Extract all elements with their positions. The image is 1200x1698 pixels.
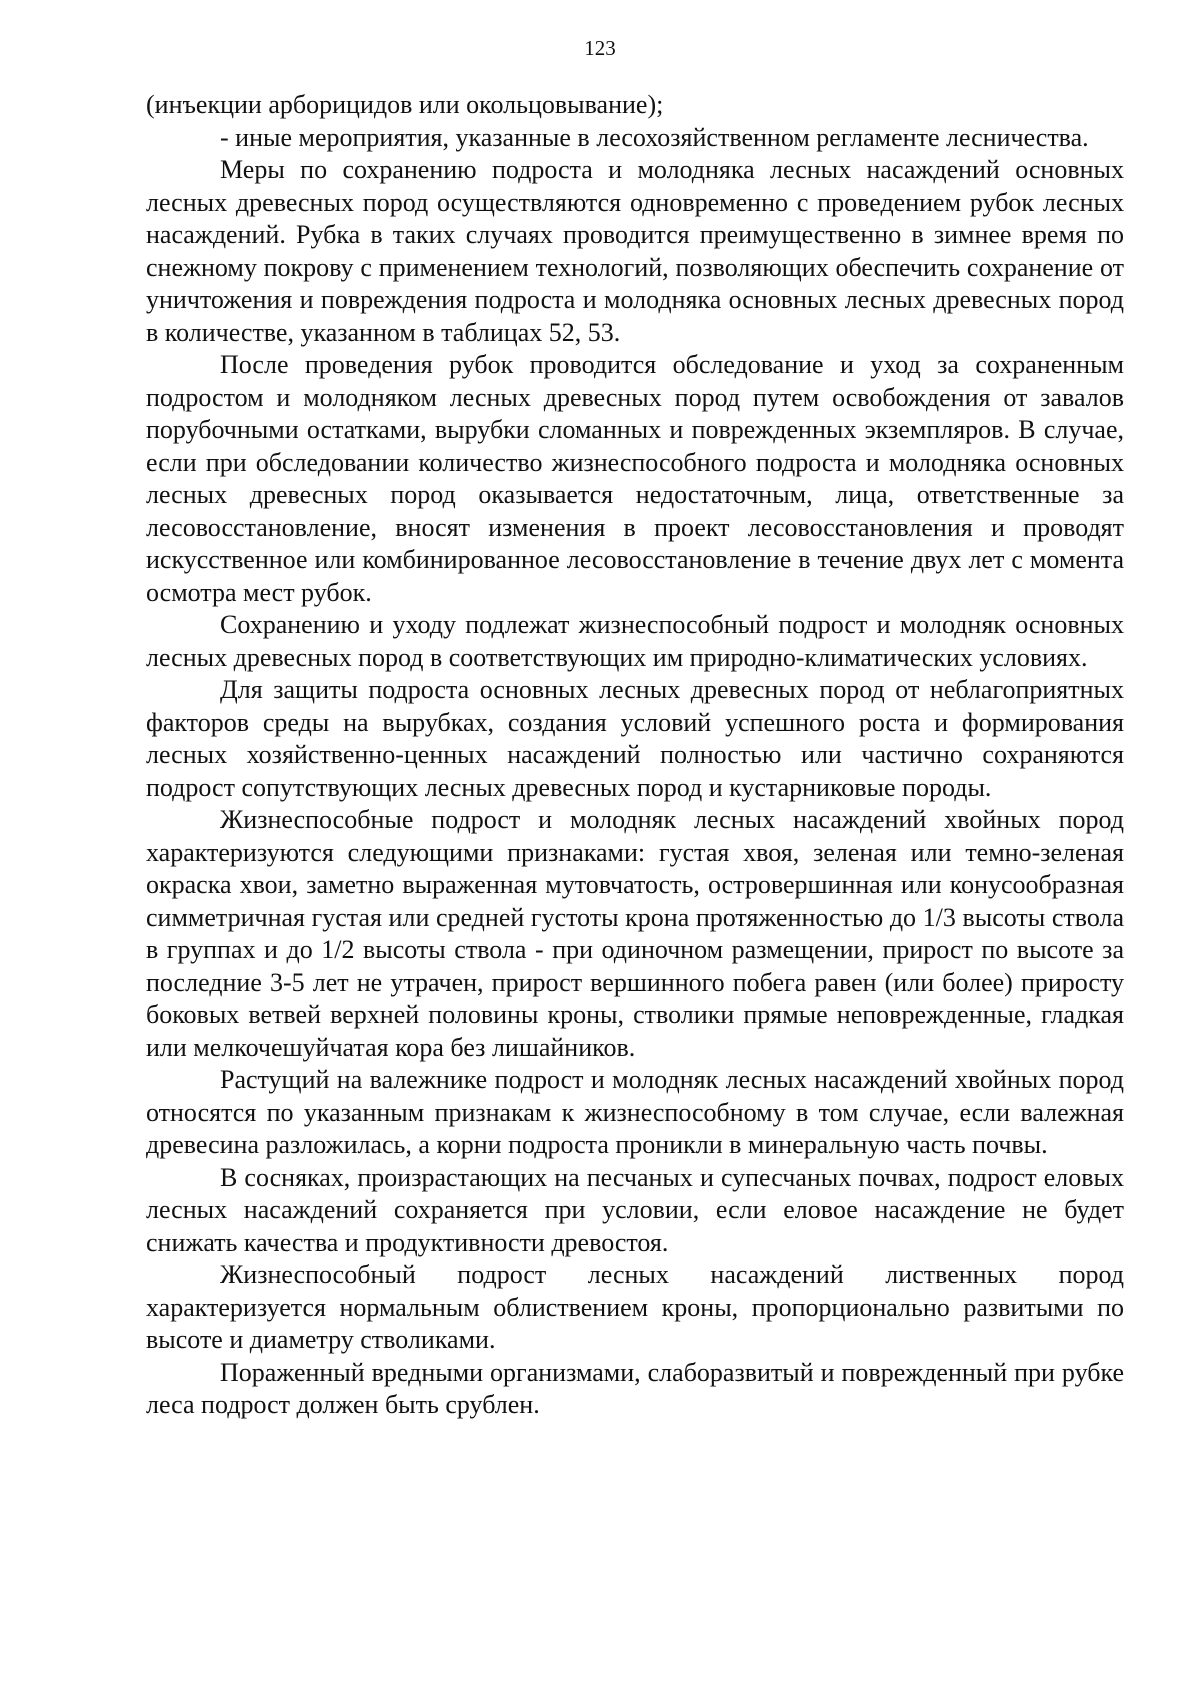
paragraph: Меры по сохранению подроста и молодняка лесных насаждений основных лесных древесных пород осуществляются одновременно с проведением рубок лесных насаждений. Рубка в таких случаях проводится преимущественно в зимнее время по снежному покрову с применением технологий, позволяющих обеспечить сохранение от уничтожения и повреждения подроста и молодняка основных лесных древесных пород в количестве, указанном в таблицах 52, 53.	[146, 155, 1124, 347]
paragraph: В сосняках, произрастающих на песчаных и супесчаных почвах, подрост еловых лесных насаждений сохраняется при условии, если еловое насаждение не будет снижать качества и продуктивности древостоя.	[146, 1162, 1124, 1257]
paragraph-list-item: - иные мероприятия, указанные в лесохозяйственном регламенте лесничества.	[220, 122, 1089, 152]
paragraph: Жизнеспособные подрост и молодняк лесных насаждений хвойных пород характеризуются следующими признаками: густая хвоя, зеленая или темно-зеленая окраска хвои, заметно выраженная мутовчатость, островершинная или конусообразная симметричная густая или средней густоты крона протяженностью до 1/3 высоты ствола в группах и до 1/2 высоты ствола - при одиночном размещении, прирост по высоте за последние 3-5 лет не утрачен, прирост вершинного побега равен (или более) приросту боковых ветвей верхней половины кроны, стволики прямые неповрежденные, гладкая или мелкочешуйчатая кора без лишайников.	[146, 805, 1124, 1062]
paragraph: Пораженный вредными организмами, слаборазвитый и поврежденный при рубке леса подрост должен быть срублен.	[146, 1357, 1124, 1419]
paragraph: Для защиты подроста основных лесных древесных пород от неблагоприятных факторов среды на вырубках, создания условий успешного роста и формирования лесных хозяйственно-ценных насаждений полностью или частично сохраняются подрост сопутствующих лесных древесных пород и кустарниковые породы.	[146, 675, 1124, 802]
page-number: 123	[584, 36, 616, 60]
paragraph-list-continuation: (инъекции арборицидов или окольцовывание);	[146, 90, 664, 119]
document-body	[146, 89, 1124, 1422]
paragraph: Сохранению и уходу подлежат жизнеспособный подрост и молодняк основных лесных древесных пород в соответствующих им природно-климатических условиях.	[146, 610, 1124, 672]
paragraph: Жизнеспособный подрост лесных насаждений лиственных пород характеризуется нормальным облиствением кроны, пропорционально развитыми по высоте и диаметру стволиками.	[146, 1260, 1124, 1354]
paragraph: Растущий на валежнике подрост и молодняк лесных насаждений хвойных пород относятся по указанным признакам к жизнеспособному в том случае, если валежная древесина разложилась, а корни подроста проникли в минеральную часть почвы.	[146, 1065, 1124, 1159]
paragraph: После проведения рубок проводится обследование и уход за сохраненным подростом и молодняком лесных древесных пород путем освобождения от завалов порубочными остатками, вырубки сломанных и поврежденных экземпляров. В случае, если при обследовании количество жизнеспособного подроста и молодняка основных лесных древесных пород оказывается недостаточным, лица, ответственные за лесовосстановление, вносят изменения в проект лесовосстановления и проводят искусственное или комбинированное лесовосстановление в течение двух лет с момента осмотра мест рубок.	[146, 350, 1124, 607]
